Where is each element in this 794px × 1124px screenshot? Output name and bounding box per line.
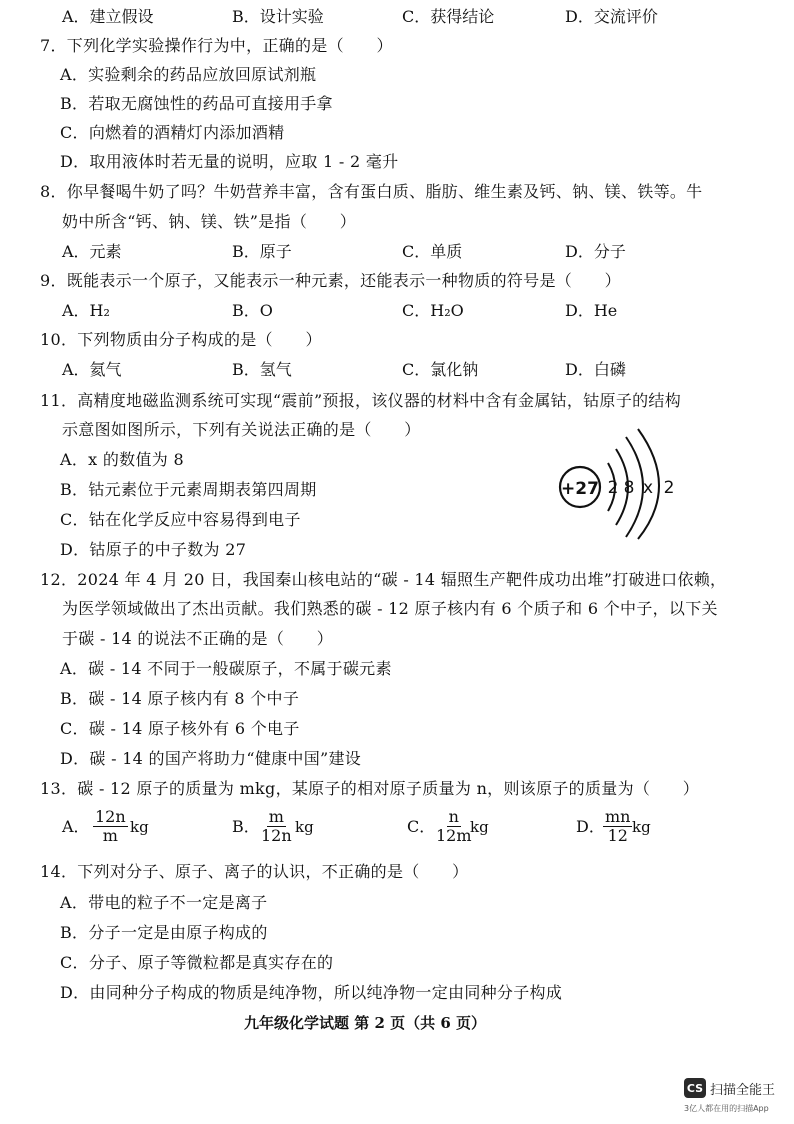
q8-option-c: C．单质 [402,242,463,261]
q13-option-a-unit: kg [130,818,149,836]
q14-option-c: C．分子、原子等微粒都是真实存在的 [60,953,334,972]
q13-option-a-denominator: m [102,826,118,845]
q8-option-a: A．元素 [62,242,122,261]
q6-option-a: A．建立假设 [62,7,154,26]
q9-option-b: B．O [232,301,273,320]
q14-option-a: A．带电的粒子不一定是离子 [60,893,268,912]
q13-option-c-unit: kg [470,818,489,836]
q10-option-b: B．氢气 [232,360,292,379]
q9-option-c: C．H₂O [402,301,464,320]
q11-stem-line2: 示意图如图所示，下列有关说法正确的是（ ） [62,420,421,439]
q13-option-b-unit: kg [295,818,314,836]
q12-option-d: D．碳 - 14 的国产将助力“健康中国”建设 [60,749,362,768]
q11-option-c: C．钴在化学反应中容易得到电子 [60,510,301,529]
q9-stem: 9．既能表示一个原子，又能表示一种元素，还能表示一种物质的符号是（ ） [40,271,621,290]
q13-option-a-numerator: 12n [95,807,126,826]
q7-option-a: A．实验剩余的药品应放回原试剂瓶 [60,65,317,84]
q11-option-a: A．x 的数值为 8 [60,450,184,469]
q10-option-c: C．氯化钠 [402,360,479,379]
q7-option-c: C．向燃着的酒精灯内添加酒精 [60,123,285,142]
q7-option-b: B．若取无腐蚀性的药品可直接用手拿 [60,94,333,113]
page-footer: 九年级化学试题 第 2 页（共 6 页） [244,1014,486,1032]
q10-option-d: D．白磷 [565,360,626,379]
shell-3-electrons: x [642,478,654,498]
q13-option-d-label: D． [576,817,605,836]
scanner-tagline: 3亿人都在用的扫描App [684,1104,769,1113]
q12-stem-line1: 12．2024 年 4 月 20 日，我国秦山核电站的“碳 - 14 辐照生产靶件成功出堆”打破进口依赖， [40,570,727,589]
scanner-app-name: 扫描全能王 [710,1082,776,1098]
shell-4-electrons: 2 [663,478,675,498]
scanner-logo-icon: CS [684,1078,706,1098]
q9-option-a: A．H₂ [62,301,110,320]
q13-option-a-fraction [93,808,128,845]
q13-option-b-denominator: 12n [261,826,292,845]
q14-option-b: B．分子一定是由原子构成的 [60,923,268,942]
q6-option-b: B．设计实验 [232,7,324,26]
q11-stem-line1: 11．高精度地磁监测系统可实现“震前”预报，该仪器的材料中含有金属钴，钴原子的结构 [40,391,682,410]
q12-option-c: C．碳 - 14 原子核外有 6 个电子 [60,719,300,738]
q7-option-d: D．取用液体时若无量的说明，应取 1 - 2 毫升 [60,152,399,171]
q8-option-d: D．分子 [565,242,626,261]
q14-option-d: D．由同种分子构成的物质是纯净物，所以纯净物一定由同种分子构成 [60,983,563,1002]
q13-option-b-label: B． [232,817,260,836]
q13-stem: 13．碳 - 12 原子的质量为 mkg，某原子的相对原子质量为 n，则该原子的质量为（ ） [40,779,700,798]
q13-option-d-numerator: mn [605,807,631,826]
q6-option-d: D．交流评价 [565,7,658,26]
q9-option-d: D．He [565,301,618,320]
q13-option-c-denominator: 12m [436,826,472,845]
q7-stem: 7．下列化学实验操作行为中，正确的是（ ） [40,36,393,55]
q11-option-b: B．钴元素位于元素周期表第四周期 [60,480,317,499]
q8-option-b: B．原子 [232,242,292,261]
q13-option-d-unit: kg [632,818,651,836]
q13-option-b-fraction [259,808,294,845]
q12-stem-line3: 于碳 - 14 的说法不正确的是（ ） [62,629,334,648]
q13-option-b-numerator: m [268,807,284,826]
scanner-watermark [684,1078,775,1098]
q8-stem-line1: 8．你早餐喝牛奶了吗？牛奶营养丰富，含有蛋白质、脂肪、维生素及钙、钠、镁、铁等。牛 [40,182,703,201]
nucleus-charge: +27 [561,479,599,499]
q13-option-c-numerator: n [448,807,459,826]
shell-1-electrons: 2 [607,478,619,498]
atom-structure-diagram [550,425,690,540]
q13-option-c-label: C． [407,817,436,836]
q6-option-c: C．获得结论 [402,7,495,26]
q14-stem: 14．下列对分子、原子、离子的认识，不正确的是（ ） [40,862,469,881]
q8-stem-line2: 奶中所含“钙、钠、镁、铁”是指（ ） [62,212,357,231]
q10-option-a: A．氦气 [62,360,122,379]
q13-option-d-fraction [603,808,632,845]
q12-option-a: A．碳 - 14 不同于一般碳原子，不属于碳元素 [60,659,392,678]
q13-option-a-label: A． [62,817,90,836]
q13-option-d-denominator: 12 [607,826,628,845]
shell-2-electrons: 8 [623,478,635,498]
q12-option-b: B．碳 - 14 原子核内有 8 个中子 [60,689,300,708]
q11-option-d: D．钴原子的中子数为 27 [60,540,247,559]
q10-stem: 10．下列物质由分子构成的是（ ） [40,330,322,349]
q12-stem-line2: 为医学领域做出了杰出贡献。我们熟悉的碳 - 12 原子核内有 6 个质子和 6 个中子，以下关 [62,599,718,618]
q13-option-c-fraction [434,808,474,845]
